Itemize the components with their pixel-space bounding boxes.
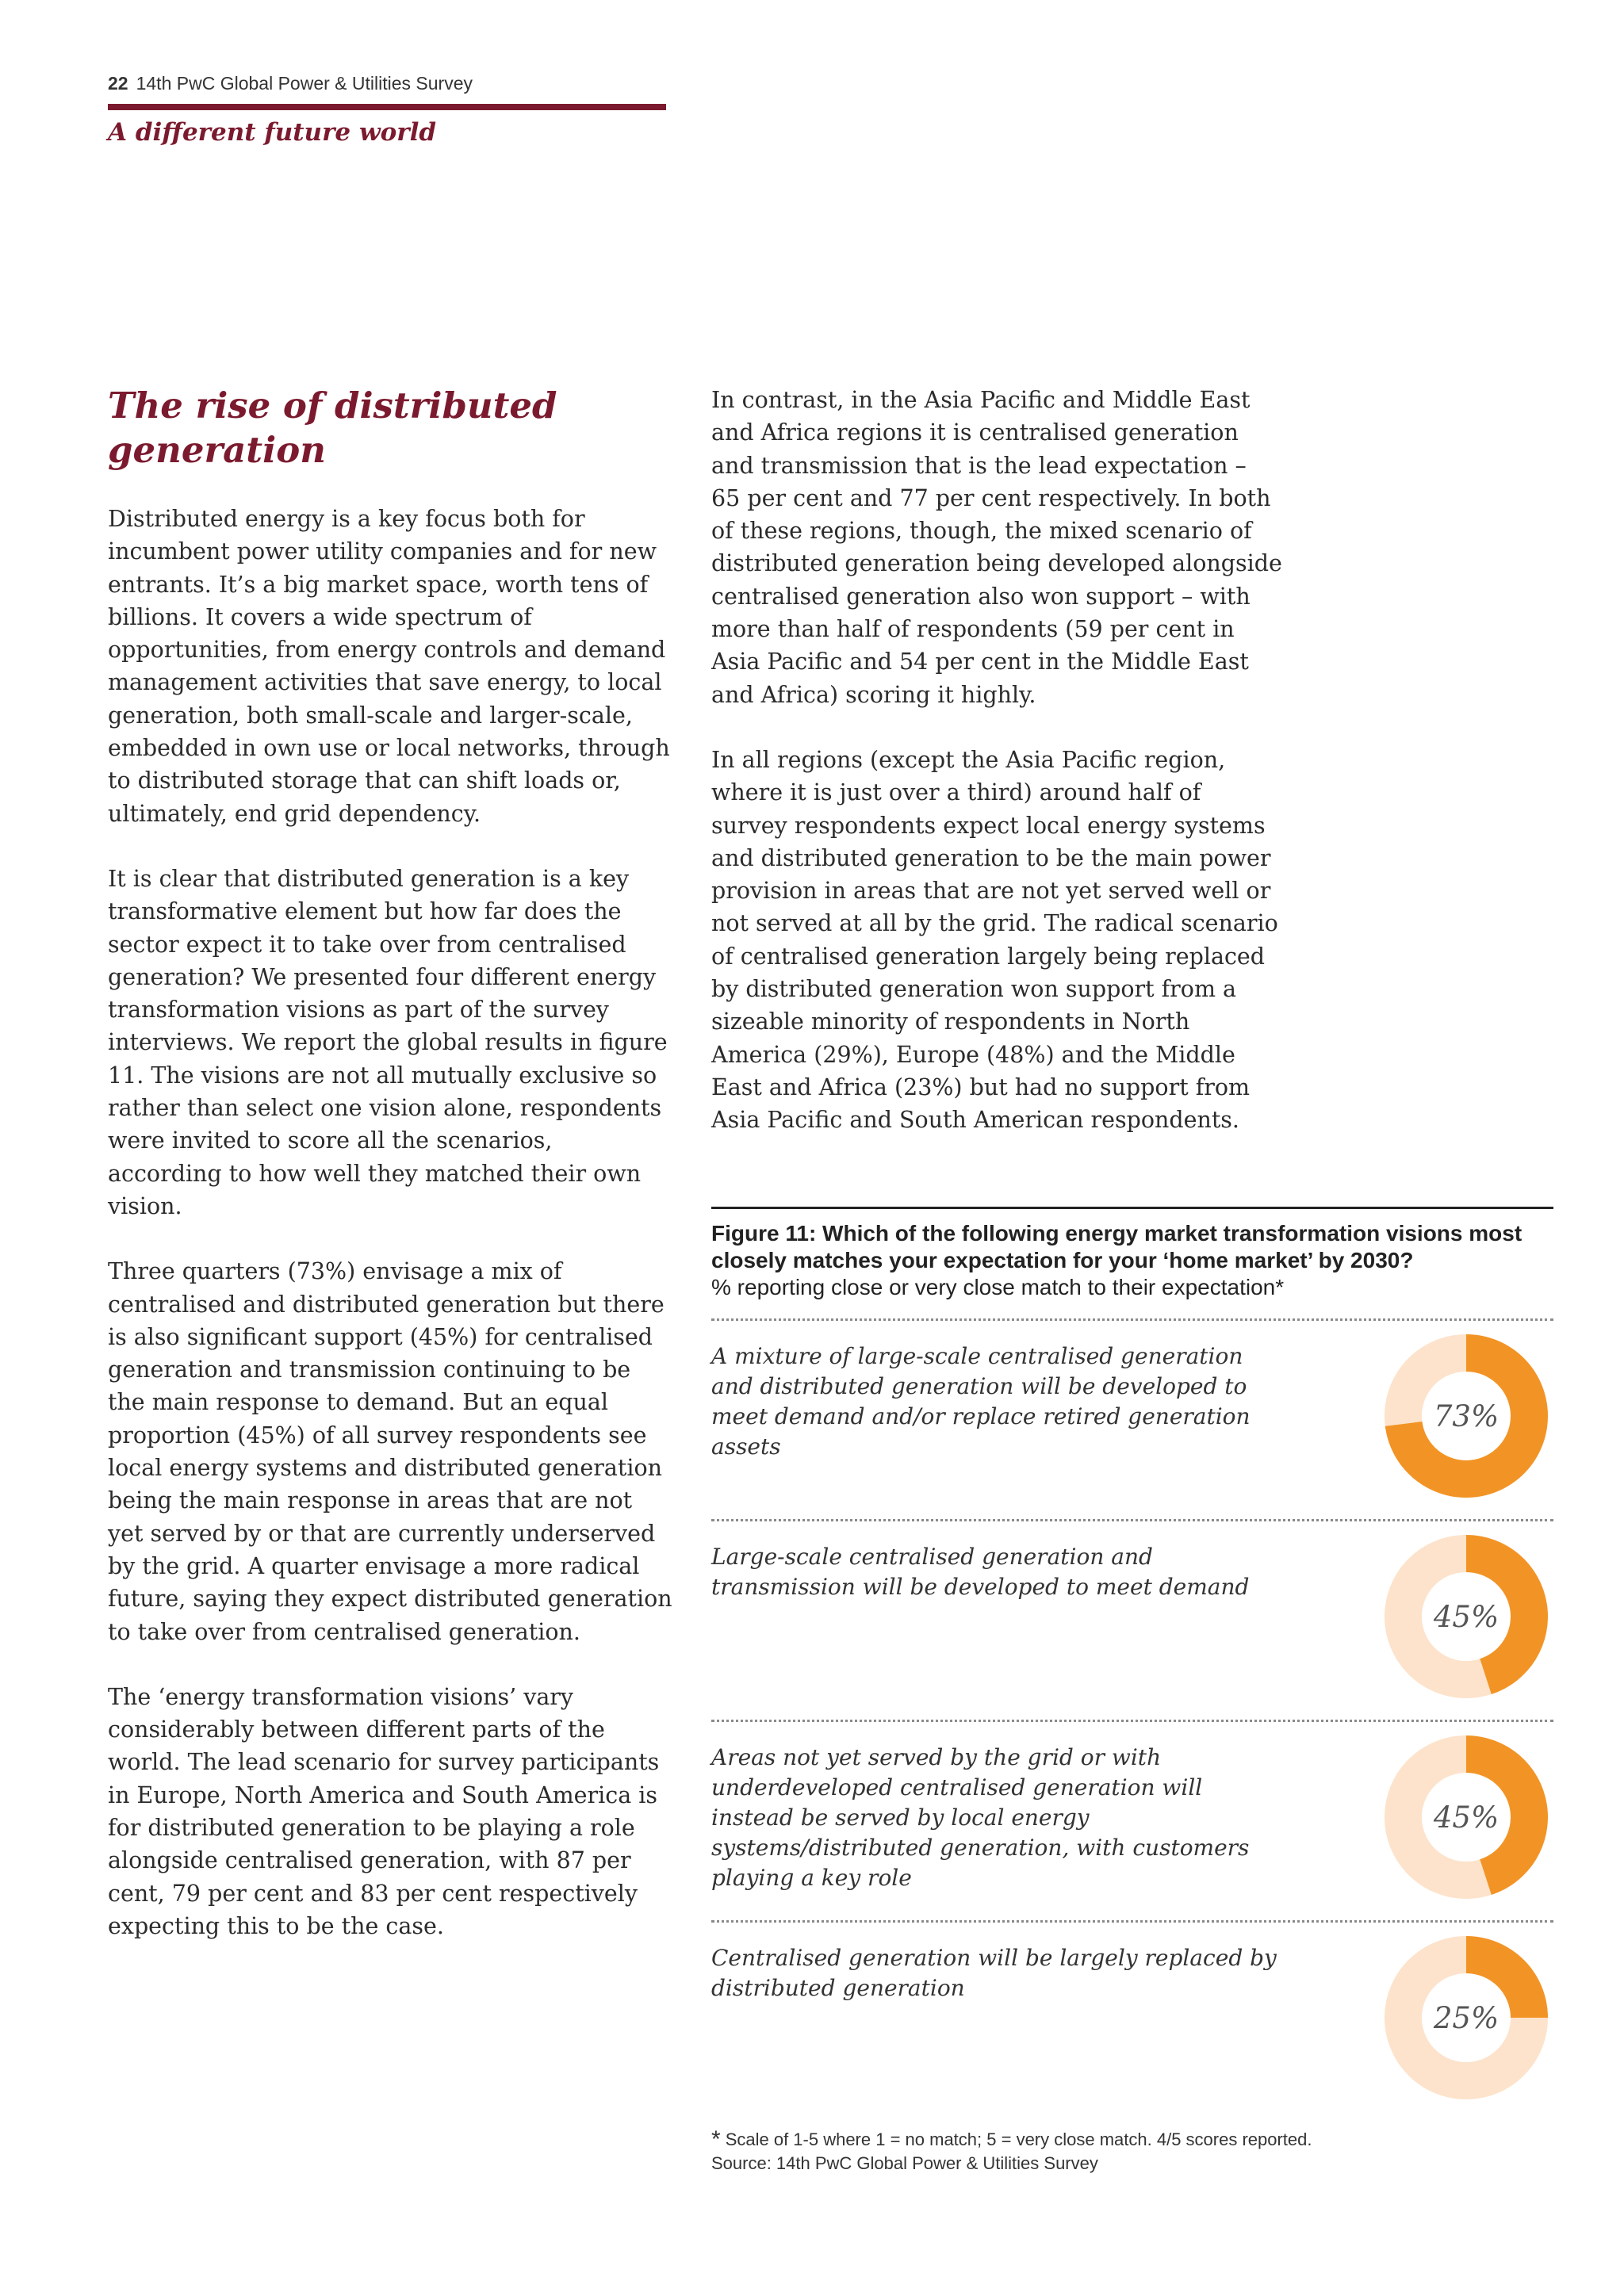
figure-11 bbox=[711, 1207, 1553, 2121]
vision-row bbox=[711, 1519, 1553, 1720]
footnote-source: Source: 14th PwC Global Power & Utilities Survey bbox=[711, 2153, 1098, 2173]
article-heading: The rise of distributed generation bbox=[108, 385, 557, 471]
vision-row bbox=[711, 1920, 1553, 2121]
figure-rows bbox=[711, 1318, 1553, 2121]
header-line bbox=[108, 73, 666, 94]
figure-rule bbox=[711, 1207, 1553, 1209]
donut-value-label: 73% bbox=[1433, 1399, 1500, 1433]
right-paragraph-1: In contrast, in the Asia Pacific and Middle East and Africa regions it is centralised generation and transmission that is the lead expectation – 65 per cent and 77 per cent respectively. In both of these regions, though, the mixed scenario of distributed generation being developed alongside centralised generation also won support – with more than half of respondents (59 per cent in Asia Pacific and 54 per cent in the Middle East and Africa) scoring it highly. bbox=[711, 387, 1282, 708]
vision-label: Large-scale centralised generation and transmission will be developed to meet demand bbox=[711, 1544, 1250, 1600]
footnote-star: * bbox=[711, 2126, 721, 2152]
footnote bbox=[711, 2128, 1312, 2175]
document-title: 14th PwC Global Power & Utilities Survey bbox=[136, 73, 473, 94]
right-column bbox=[711, 384, 1282, 1169]
donut-value-label: 25% bbox=[1433, 2001, 1500, 2035]
left-column bbox=[108, 384, 672, 1975]
section-title: A different future world bbox=[108, 118, 437, 147]
vision-row bbox=[711, 1720, 1553, 1920]
left-paragraph-1: Distributed energy is a key focus both for incumbent power utility companies and for new entrants. It’s a big market space, worth tens of billions. It covers a wide spectrum of opportunities, from energy controls and demand management activities that save energy, to local generation, both small-scale and larger-scale, embedded in own use or local networks, through to distributed storage that can shift loads or, ultimately, end grid dependency. bbox=[108, 506, 670, 827]
page-header bbox=[108, 73, 666, 147]
donut-value-label: 45% bbox=[1433, 1800, 1500, 1835]
left-paragraph-2: It is clear that distributed generation is a key transformative element but how far does the sector expect it to take over from centralised generation? We presented four different energy transformation visions as part of the survey interviews. We report the global results in figure 11. The visions are not all mutually exclusive so rather than select one vision alone, respondents were invited to score all the scenarios, according to how well they matched their own vision. bbox=[108, 865, 668, 1219]
vision-label: Areas not yet served by the grid or with underdeveloped centralised generation will instead be served by local energy systems/distributed generation, with customers playing a key role bbox=[711, 1744, 1250, 1891]
donut-value-label: 45% bbox=[1433, 1600, 1500, 1634]
left-paragraph-3: Three quarters (73%) envisage a mix of centralised and distributed generation but there is also significant support (45%) for centralised generation and transmission continuing to be the main response to demand. But an equal proportion (45%) of all survey respondents see local energy systems and distributed generation being the main response in areas that are not yet served by or that are currently underserved by the grid. A quarter envisage a more radical future, saying they expect distributed generation to take over from centralised generation. bbox=[108, 1258, 672, 1645]
footnote-scale bbox=[711, 2128, 1312, 2152]
vision-row bbox=[711, 1318, 1553, 1519]
donut-chart bbox=[1382, 1733, 1550, 1901]
donut-chart bbox=[1382, 1934, 1550, 2102]
donut-chart bbox=[1382, 1332, 1550, 1500]
footnote-scale-text: Scale of 1-5 where 1 = no match; 5 = very close match. 4/5 scores reported. bbox=[725, 2130, 1312, 2149]
page-number: 22 bbox=[108, 73, 128, 94]
figure-subtitle: % reporting close or very close match to their expectation* bbox=[711, 1275, 1285, 1299]
figure-title: Figure 11: Which of the following energy market transformation visions most closely matches your expectation for your ‘home market’ by 2030? bbox=[711, 1221, 1522, 1272]
vision-label: A mixture of large-scale centralised generation and distributed generation will be developed to meet demand and/or replace retired generation assets bbox=[711, 1343, 1251, 1460]
donut-chart bbox=[1382, 1533, 1550, 1701]
header-rule bbox=[108, 104, 666, 110]
right-paragraph-2: In all regions (except the Asia Pacific region, where it is just over a third) around half of survey respondents expect local energy systems and distributed generation to be the main power provision in areas that are not yet served well or not served at all by the grid. The radical scenario of centralised generation largely being replaced by distributed generation won support from a sizeable minority of respondents in North America (29%), Europe (48%) and the Middle East and Africa (23%) but had no support from Asia Pacific and South American respondents. bbox=[711, 746, 1278, 1134]
left-paragraph-4: The ‘energy transformation visions’ vary considerably between different parts of the world. The lead scenario for survey participants in Europe, North America and South America is for distributed generation to be playing a role alongside centralised generation, with 87 per cent, 79 per cent and 83 per cent respectively expecting this to be the case. bbox=[108, 1683, 660, 1939]
vision-label: Centralised generation will be largely replaced by distributed generation bbox=[711, 1945, 1277, 2001]
